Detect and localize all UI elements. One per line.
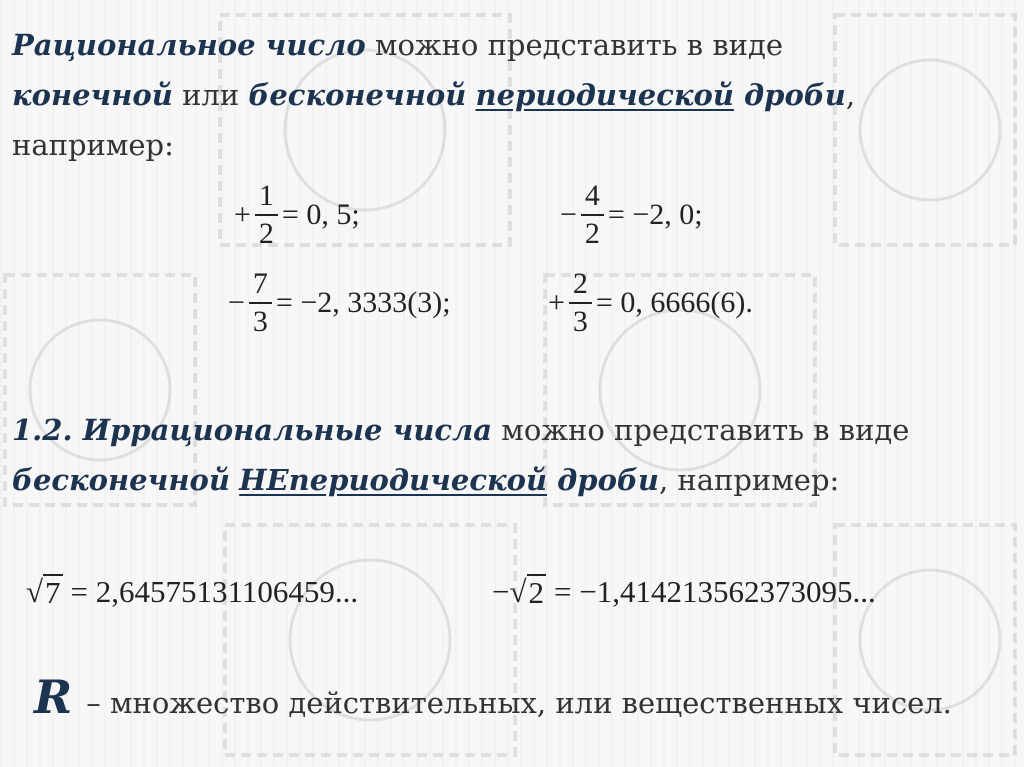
text: можно представить в виде [492, 413, 910, 447]
sign: + [234, 198, 251, 231]
example-2 [560, 178, 703, 252]
term-fraction: дроби [547, 463, 659, 497]
numerator: 7 [252, 267, 268, 300]
sign: + [548, 286, 565, 319]
result: = 2,64575131106459... [70, 574, 359, 609]
watermark-emblem [220, 520, 520, 760]
radicand: 2 [528, 575, 544, 610]
numerator: 2 [572, 267, 588, 300]
sqrt-symbol: √ 7 [26, 574, 61, 610]
sign: − [228, 286, 245, 319]
sign: − [492, 574, 510, 609]
sqrt-symbol: √ 2 [509, 574, 544, 610]
term-fraction: дроби [733, 78, 846, 112]
real-numbers-line [34, 670, 952, 724]
fraction [255, 178, 278, 252]
denominator: 2 [258, 217, 274, 250]
text-example: , например: [658, 463, 840, 497]
sqrt7-example [26, 574, 358, 610]
term-infinite: бесконечной [248, 78, 467, 112]
term-finite: конечной [12, 78, 173, 112]
term-rational: Рациональное число [12, 28, 366, 62]
sign: − [560, 198, 577, 231]
result: = 0, 6666(6). [595, 286, 753, 319]
numerator: 1 [258, 179, 274, 212]
fraction [249, 266, 272, 340]
sqrt2-example [492, 574, 876, 610]
watermark-emblem [830, 520, 1020, 760]
fraction [581, 178, 604, 252]
fraction [569, 266, 592, 340]
real-set-symbol: R [34, 670, 73, 724]
numerator: 4 [584, 179, 600, 212]
real-set-text: – множество действительных, или вещественных чисел. [86, 686, 952, 720]
space [230, 463, 239, 497]
denominator: 2 [584, 217, 600, 250]
denominator: 3 [252, 305, 268, 338]
denominator: 3 [572, 305, 588, 338]
result: = 0, 5; [281, 198, 360, 231]
text-example: например: [12, 128, 174, 162]
comma: , [845, 78, 856, 112]
irrational-paragraph [12, 405, 1012, 505]
rational-paragraph [12, 20, 1012, 170]
example-1 [234, 178, 360, 252]
result: = −1,414213562373095... [554, 574, 876, 609]
term-nonperiodic: НЕпериодической [239, 463, 548, 497]
result: = −2, 0; [607, 198, 703, 231]
example-4 [548, 266, 753, 340]
space [466, 78, 475, 112]
radicand: 7 [45, 575, 61, 610]
example-3 [228, 266, 451, 340]
term-infinite: бесконечной [12, 463, 230, 497]
text: или [172, 78, 249, 112]
result: = −2, 3333(3); [275, 286, 451, 319]
text: можно представить в виде [365, 28, 784, 62]
term-irrational: 1.2. Иррациональные числа [12, 413, 493, 447]
term-periodic: периодической [475, 78, 734, 112]
